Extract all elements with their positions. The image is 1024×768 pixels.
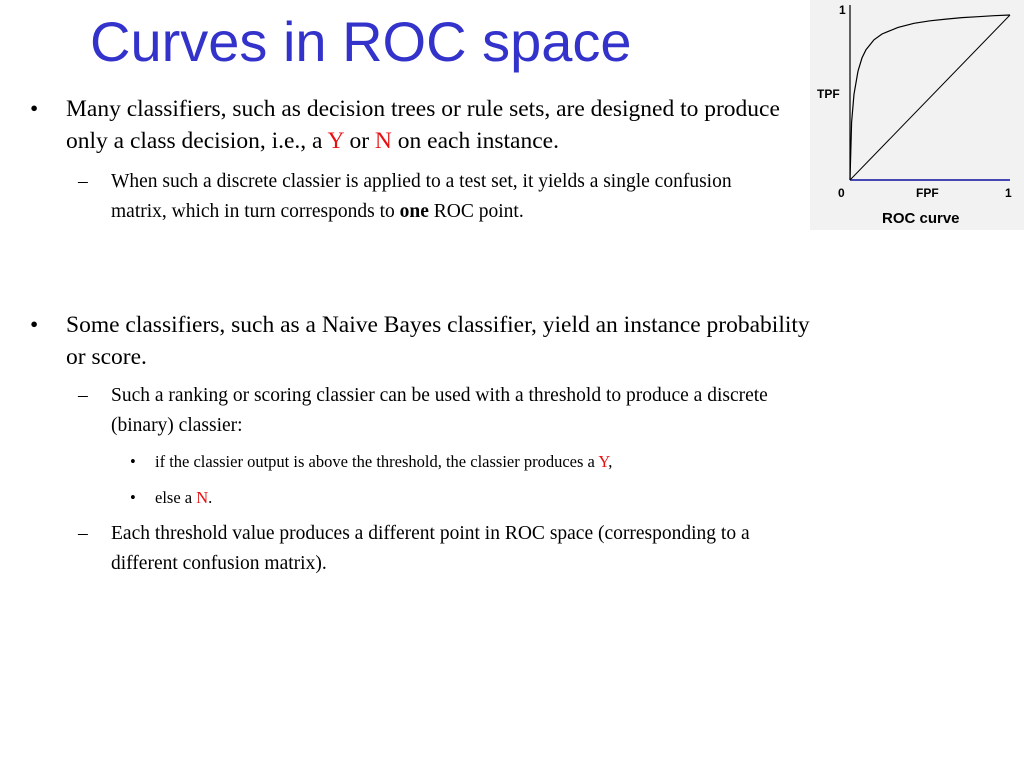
bullet-2-sub-1-item-1-text xyxy=(155,450,830,474)
bullet-2-sub-1-text: Such a ranking or scoring classier can be used with a threshold to produce a discrete (binary) classier: xyxy=(111,385,768,436)
bullet-2-sub-1-item-2 xyxy=(130,486,830,510)
bullet-1-sub-1 xyxy=(78,167,778,226)
x-tick-0: 0 xyxy=(838,186,845,200)
bullet-marker: • xyxy=(130,452,136,471)
bullet-2-sub-2-text: Each threshold value produces a different point in ROC space (corresponding to a different confusion matrix). xyxy=(111,523,750,574)
bullet-marker: • xyxy=(130,488,136,507)
sub-text-b: ROC point. xyxy=(428,200,524,222)
bullet-1-sub-1-text xyxy=(111,167,778,226)
highlight-n: N xyxy=(196,488,209,507)
bullet-1-text-a: Many classifiers, such as decision trees or rule sets, are designed to produce only a class decision, i.e., a xyxy=(66,96,780,154)
dash-marker: – xyxy=(78,523,88,544)
slide-title: Curves in ROC space xyxy=(90,10,632,73)
bullet-2-text: Some classifiers, such as a Naive Bayes classifier, yield an instance probability or score. xyxy=(66,312,810,370)
bullet-marker: • xyxy=(30,96,39,122)
chart-title: ROC curve xyxy=(882,210,960,227)
bullet-1 xyxy=(30,93,815,157)
bullet-2-sub-1-item-2-text xyxy=(155,486,830,510)
y-tick-1: 1 xyxy=(839,3,846,17)
item-text-b: . xyxy=(208,488,213,507)
bullet-2-sub-1 xyxy=(78,381,778,440)
highlight-y: Y xyxy=(598,452,609,471)
item-text-a: if the classier output is above the threshold, the classier produces a xyxy=(155,452,599,471)
roc-figure xyxy=(810,0,1024,230)
bullet-1-text xyxy=(66,93,815,157)
highlight-y: Y xyxy=(327,128,344,154)
bullet-2 xyxy=(30,309,815,373)
bullet-1-text-b: on each instance. xyxy=(391,128,559,154)
bullet-2-sub-2 xyxy=(78,519,778,578)
x-tick-1: 1 xyxy=(1005,186,1012,200)
bullet-marker: • xyxy=(30,312,39,338)
dash-marker: – xyxy=(78,171,88,192)
highlight-n: N xyxy=(374,128,392,154)
y-axis-label: TPF xyxy=(817,87,840,101)
bold-one: one xyxy=(399,200,429,222)
sub-text-a: When such a discrete classier is applied to a test set, it yields a single confusion matrix, which in turn corresponds to xyxy=(111,171,732,222)
item-text-b: , xyxy=(608,452,613,471)
bullet-1-text-or: or xyxy=(343,128,375,154)
item-text-a: else a xyxy=(155,488,197,507)
dash-marker: – xyxy=(78,385,88,406)
roc-chart xyxy=(810,0,1024,230)
x-axis-label: FPF xyxy=(916,186,939,200)
bullet-2-sub-1-item-1 xyxy=(130,450,830,474)
